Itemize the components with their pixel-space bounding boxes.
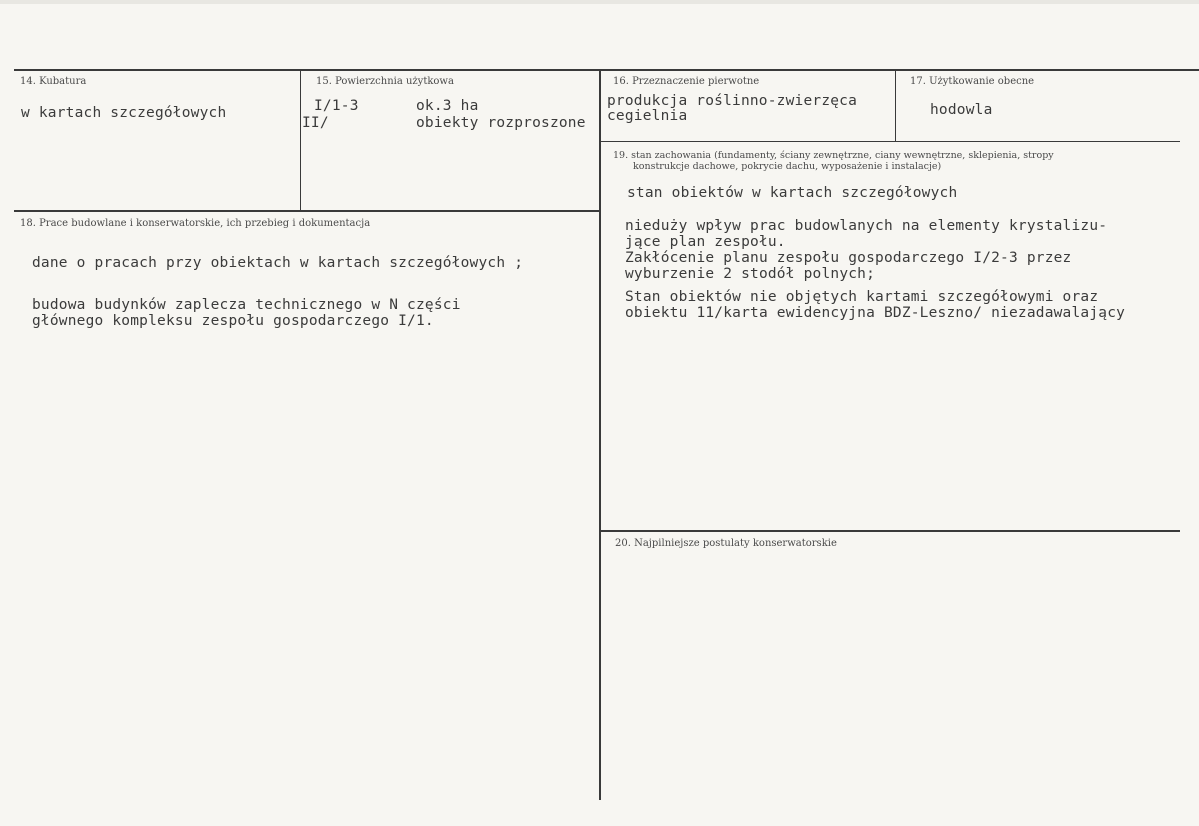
field-16-line1: produkcja roślinno-zwierzęca <box>607 93 858 109</box>
field-14-label: 14. Kubatura <box>20 76 87 87</box>
field-18-para2-line2: głównego kompleksu zespołu gospodarczego I/1. <box>32 313 434 329</box>
field-17-value: hodowla <box>930 102 993 118</box>
field-15-label: 15. Powierzchnia użytkowa <box>316 76 454 87</box>
field-19-line1: stan obiektów w kartach szczegółowych <box>627 185 958 201</box>
field-19-para3-line2: obiektu 11/karta ewidencyjna BDZ-Leszno/ niezadawalający <box>625 305 1126 321</box>
divider-16-17 <box>895 70 896 142</box>
field-16-line2: cegielnia <box>607 108 688 124</box>
field-15-row1-value: ok.3 ha <box>416 98 479 114</box>
field-16-label: 16. Przeznaczenie pierwotne <box>613 76 760 87</box>
field-19-para2-line2: jące plan zespołu. <box>625 234 786 250</box>
rule-under-16-17 <box>600 141 1180 142</box>
field-18-para2-line1: budowa budynków zaplecza technicznego w N części <box>32 297 461 313</box>
divider-center <box>599 70 601 800</box>
field-15-row1-code: I/1-3 <box>314 98 359 114</box>
field-19-label-line1: 19. stan zachowania (fundamenty, ściany zewnętrzne, ciany wewnętrzne, sklepienia, stropy <box>613 150 1054 161</box>
divider-14-15 <box>300 70 301 211</box>
field-19-para2-line4: wyburzenie 2 stodół polnych; <box>625 266 876 282</box>
field-17-label: 17. Użytkowanie obecne <box>910 76 1035 87</box>
field-15-row2-code: II/ <box>302 115 329 131</box>
field-19-para3-line1: Stan obiektów nie objętych kartami szczegółowymi oraz <box>625 289 1099 305</box>
field-19-label-line2: konstrukcje dachowe, pokrycie dachu, wyposażenie i instalacje) <box>633 161 942 172</box>
field-18-para1: dane o pracach przy obiektach w kartach szczegółowych ; <box>32 255 524 271</box>
field-20-label: 20. Najpilniejsze postulaty konserwatorskie <box>615 538 837 549</box>
field-19-para2-line1: niedużу wpływ prac budowlanych na elementy krystalizu- <box>625 218 1108 234</box>
field-15-row2-value: obiekty rozproszone <box>416 115 586 131</box>
field-18-label: 18. Prace budowlane i konserwatorskie, ich przebieg i dokumentacja <box>20 218 371 229</box>
sheet-top-edge <box>0 0 1199 4</box>
top-rule <box>14 69 1199 71</box>
field-14-value: w kartach szczegółowych <box>21 105 227 121</box>
rule-above-20 <box>600 530 1180 532</box>
rule-under-14-15 <box>14 210 600 212</box>
field-19-para2-line3: Zakłócenie planu zespołu gospodarczego I/2-3 przez <box>625 250 1072 266</box>
